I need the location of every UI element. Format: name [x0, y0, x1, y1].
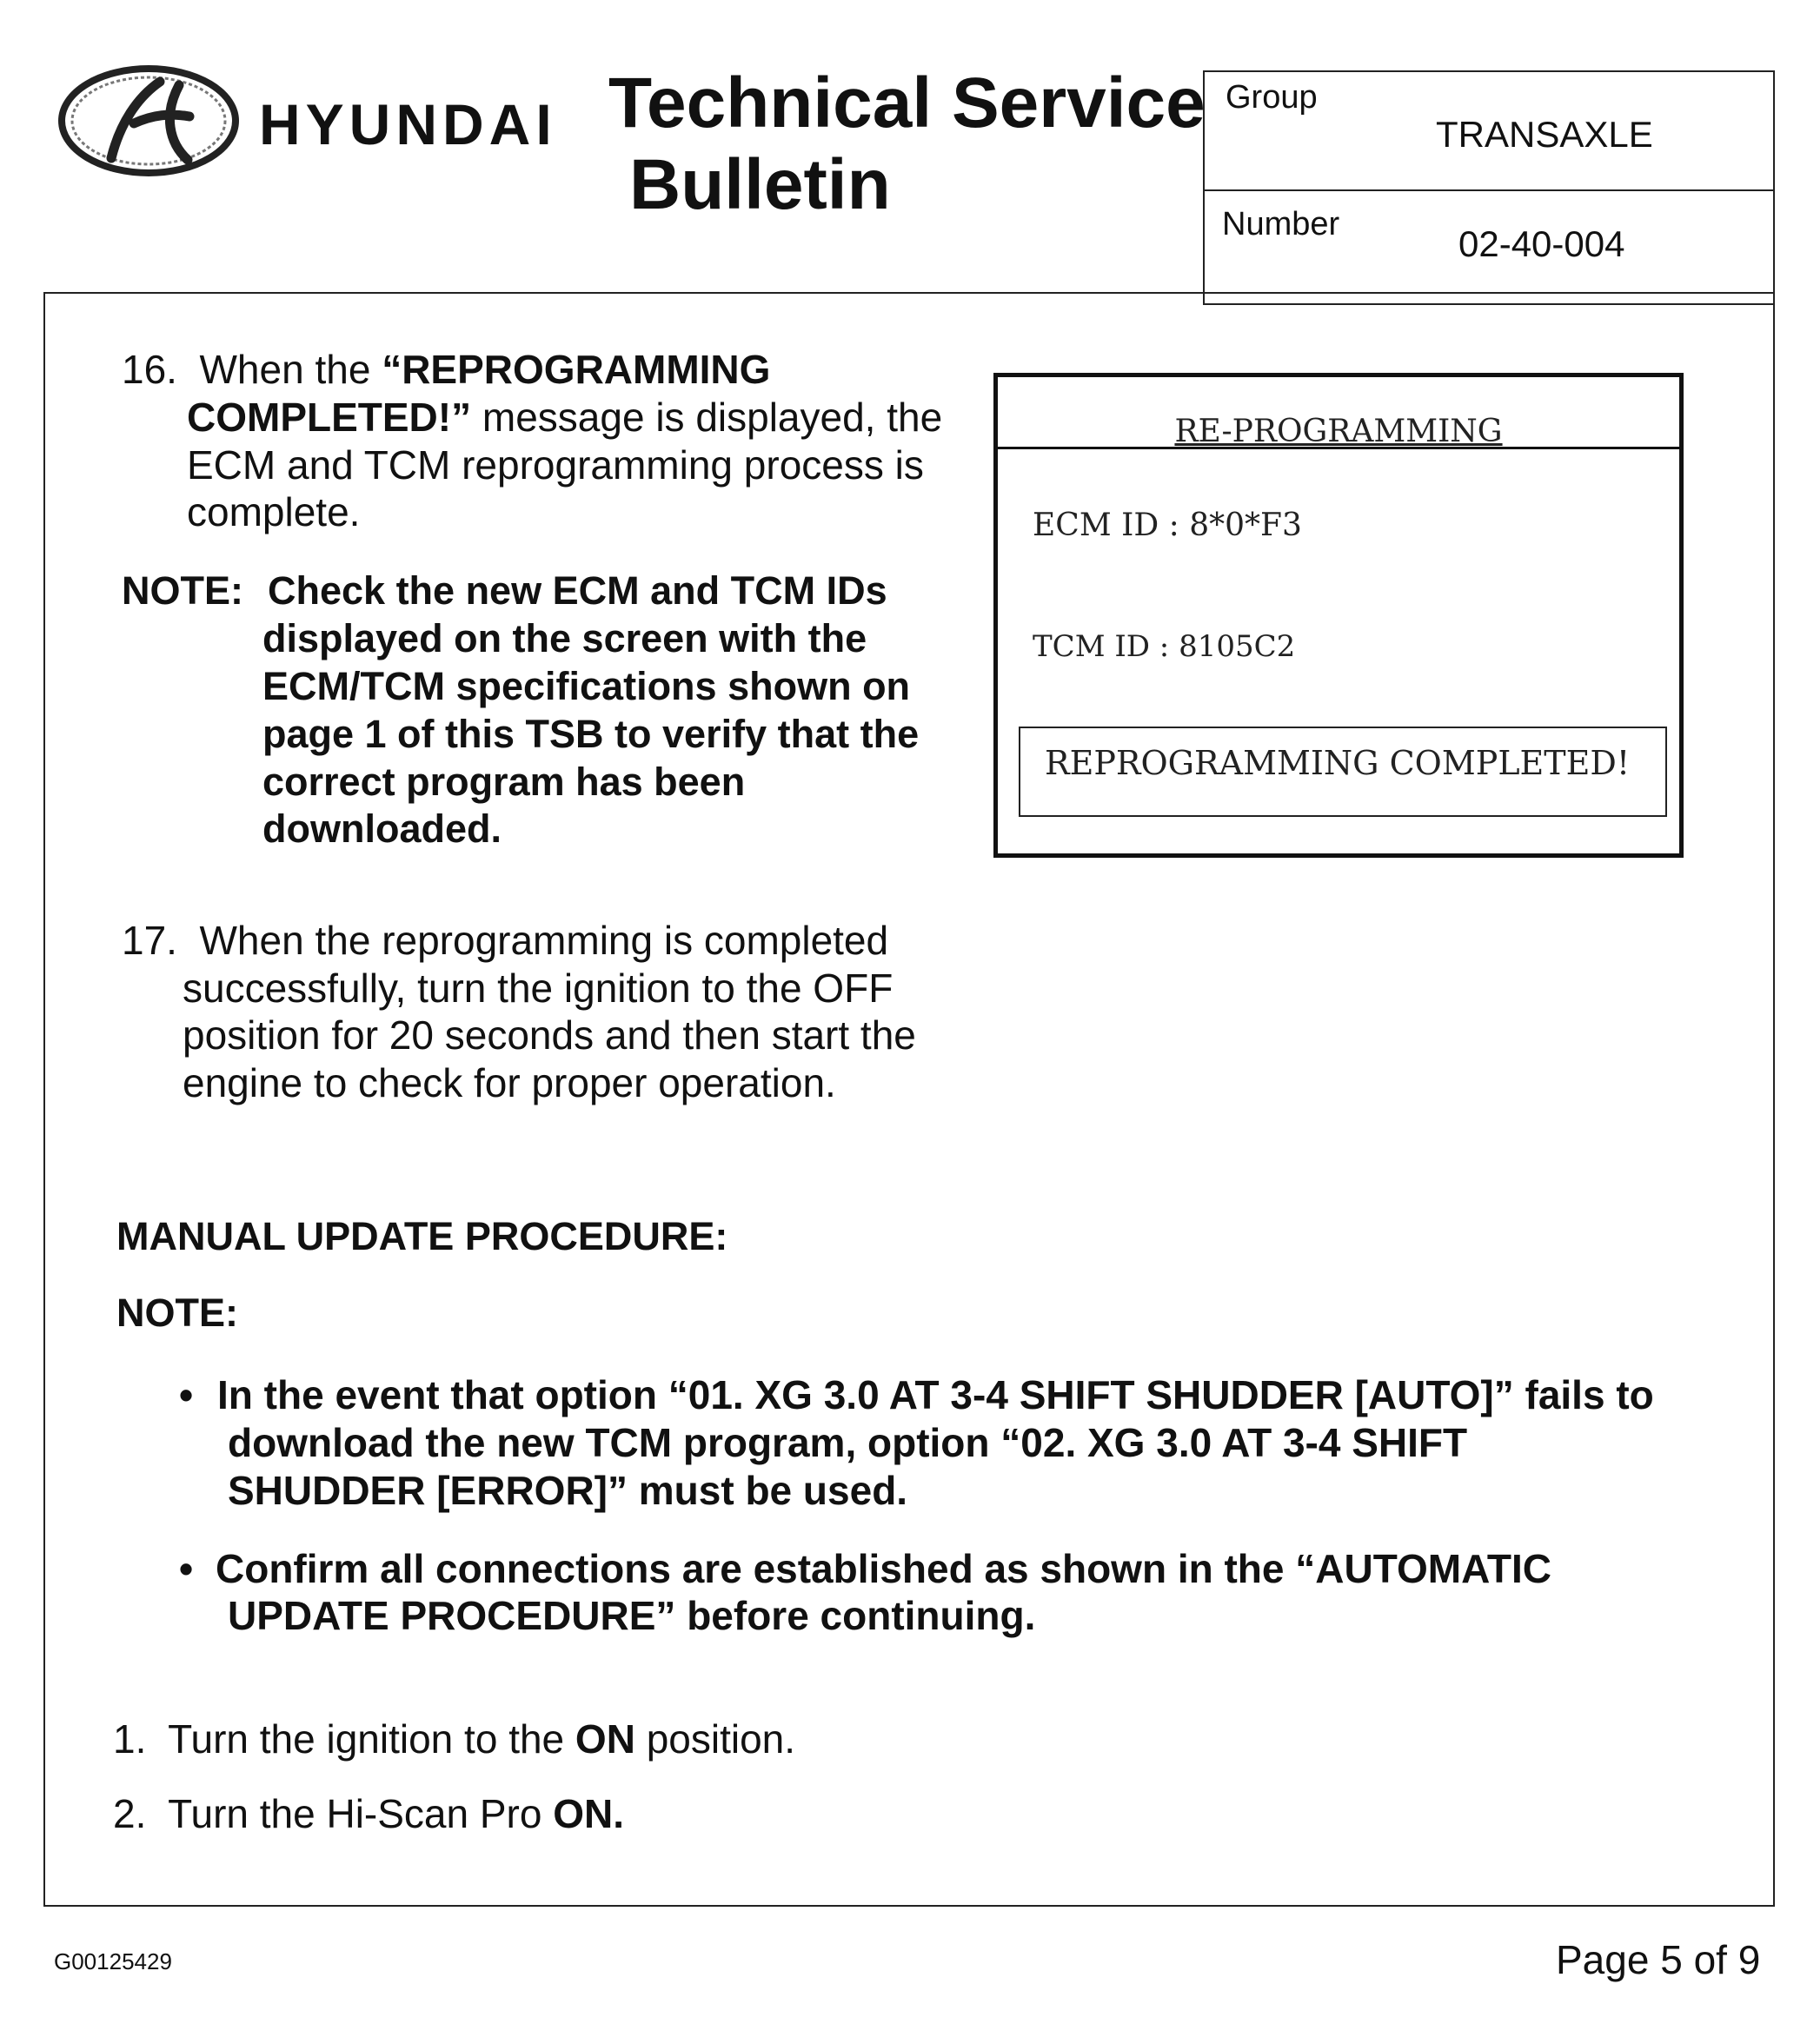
number-label: Number — [1222, 206, 1340, 242]
bulletin-title-line2: Bulletin — [629, 145, 891, 224]
step-17-number: 17. — [122, 918, 177, 963]
note-line-1: Check the new ECM and TCM IDs — [268, 568, 887, 613]
step-16: 16. When the “REPROGRAMMING — [122, 347, 771, 392]
bullet-1-line2: download the new TCM program, option “02. XG 3.0 AT 3-4 SHIFT — [228, 1420, 1468, 1465]
brand-name: HYUNDAI — [259, 92, 557, 156]
bullet-2-line2: UPDATE PROCEDURE” before continuing. — [228, 1593, 1036, 1638]
step-16-bold: “REPROGRAMMING — [382, 347, 771, 392]
bullet-dot-2: • — [179, 1546, 194, 1591]
step-16-line3: ECM and TCM reprogramming process is — [187, 442, 924, 488]
bullet-dot-1: • — [179, 1372, 194, 1417]
note-label: NOTE: — [122, 568, 243, 613]
ecm-id: ECM ID : 8*0*F3 — [1033, 508, 1302, 543]
step-2-number: 2. — [113, 1791, 147, 1836]
completed-message: REPROGRAMMING COMPLETED! — [1045, 744, 1631, 782]
step-17-line3: position for 20 seconds and then start the — [183, 1012, 916, 1058]
group-value: TRANSAXLE — [1436, 114, 1653, 155]
step-17: 17. When the reprogramming is completed — [122, 918, 889, 963]
screen-title: RE-PROGRAMMING — [1174, 414, 1503, 449]
step-17-line2: successfully, turn the ignition to the OFF — [183, 966, 894, 1011]
step-1-number: 1. — [113, 1716, 147, 1762]
document-code: G00125429 — [54, 1948, 172, 1974]
group-label: Group — [1226, 79, 1318, 116]
screen-header-line — [998, 447, 1679, 449]
bullet-2-line1: Confirm all connections are established as shown in the “AUTOMATIC — [216, 1546, 1551, 1591]
hiscan-screen-figure — [993, 373, 1684, 858]
bullet-1-line3: SHUDDER [ERROR]” must be used. — [228, 1468, 908, 1513]
manual-note-label: NOTE: — [116, 1291, 238, 1335]
bullet-1-line1: In the event that option “01. XG 3.0 AT 3-4 SHIFT SHUDDER [AUTO]” fails to — [217, 1372, 1654, 1417]
bulletin-info-box — [1203, 70, 1775, 305]
page-number: Page 5 of 9 — [1556, 1937, 1761, 1982]
step-1: 1. Turn the ignition to the ON position. — [113, 1716, 796, 1762]
tcm-id: TCM ID : 8105C2 — [1033, 629, 1296, 664]
note-line-5: correct program has been — [262, 760, 746, 804]
note-line-3: ECM/TCM specifications shown on — [262, 664, 911, 708]
note-line-2: displayed on the screen with the — [262, 616, 867, 660]
note-line-6: downloaded. — [262, 806, 502, 851]
step-2: 2. Turn the Hi-Scan Pro ON. — [113, 1791, 625, 1836]
completed-message-box — [1019, 727, 1667, 817]
step-17-line4: engine to check for proper operation. — [183, 1060, 836, 1105]
step-16-number: 16. — [122, 347, 177, 392]
note-line-4: page 1 of this TSB to verify that the — [262, 712, 920, 756]
hyundai-logo — [57, 63, 240, 180]
info-divider — [1205, 189, 1773, 191]
step-16-line2: COMPLETED!” message is displayed, the — [187, 395, 943, 440]
number-value: 02-40-004 — [1458, 223, 1625, 264]
step-16-line4: complete. — [187, 489, 361, 534]
manual-heading: MANUAL UPDATE PROCEDURE: — [116, 1214, 728, 1258]
bulletin-title-line1: Technical Service — [608, 63, 1206, 143]
